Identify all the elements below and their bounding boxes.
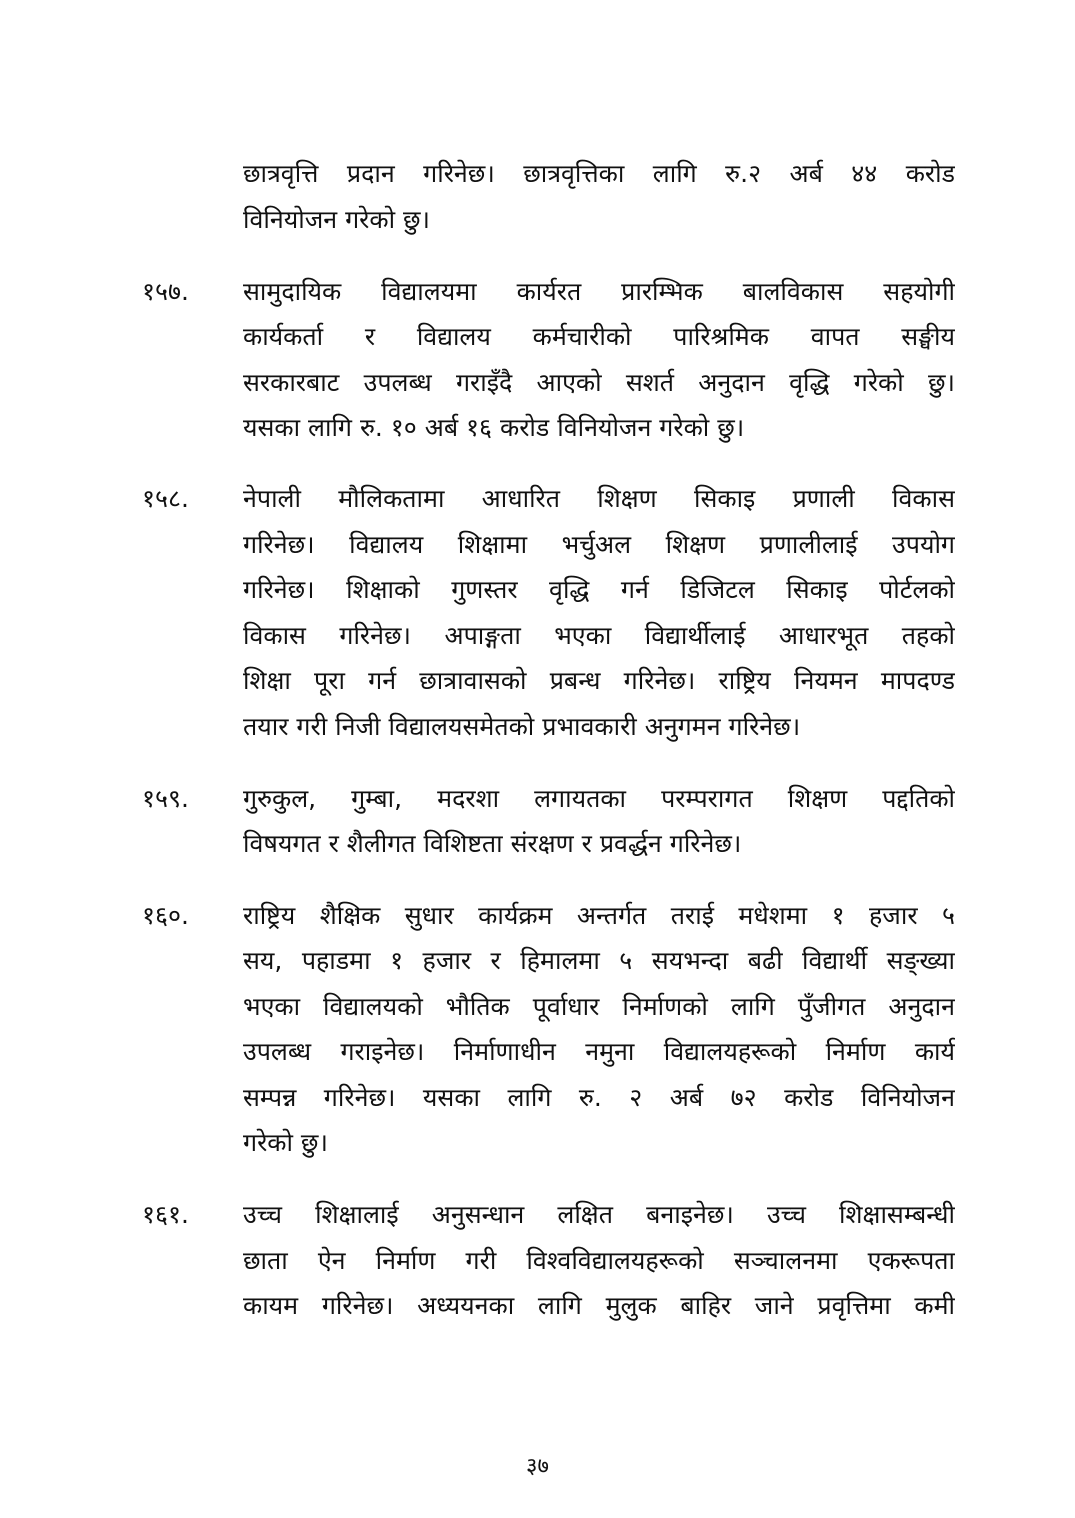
paragraph-line: कायम गरिनेछ। अध्ययनका लागि मुलुक बाहिर जाने प्रवृत्तिमा कमी xyxy=(243,1291,955,1320)
paragraph-line: सम्पन्न गरिनेछ। यसका लागि रु. २ अर्ब ७२ करोड विनियोजन xyxy=(243,1083,955,1112)
paragraph-line: सामुदायिक विद्यालयमा कार्यरत प्रारम्भिक बालविकास सहयोगी xyxy=(243,277,955,306)
paragraph-line: गरेको छु। xyxy=(243,1128,328,1157)
paragraph-line: तयार गरी निजी विद्यालयसमेतको प्रभावकारी अनुगमन गरिनेछ। xyxy=(243,712,801,741)
paragraph-line: शिक्षा पूरा गर्न छात्रावासको प्रबन्ध गरिनेछ। राष्ट्रिय नियमन मापदण्ड xyxy=(243,666,955,695)
paragraph-line: गुरुकुल, गुम्बा, मदरशा लगायतका परम्परागत शिक्षण पद्दतिको xyxy=(243,784,955,813)
paragraph-line: गरिनेछ। विद्यालय शिक्षामा भर्चुअल शिक्षण प्रणालीलाई उपयोग xyxy=(243,530,955,559)
paragraph-number: १५९. xyxy=(142,784,189,813)
paragraph-line: उपलब्ध गराइनेछ। निर्माणाधीन नमुना विद्यालयहरूको निर्माण कार्य xyxy=(243,1037,955,1066)
continuation-line: विनियोजन गरेको छु। xyxy=(243,205,430,234)
paragraph-number: १५७. xyxy=(142,277,189,306)
paragraph-number: १५८. xyxy=(142,484,189,513)
page-number: ३७ xyxy=(526,1454,549,1479)
paragraph-line: सरकारबाट उपलब्ध गराइँदै आएको सशर्त अनुदान वृद्धि गरेको छु। xyxy=(243,368,955,397)
paragraph-line: गरिनेछ। शिक्षाको गुणस्तर वृद्धि गर्न डिजिटल सिकाइ पोर्टलको xyxy=(243,575,955,604)
paragraph-line: विकास गरिनेछ। अपाङ्गता भएका विद्यार्थीलाई आधारभूत तहको xyxy=(243,621,955,650)
paragraph-line: छाता ऐन निर्माण गरी विश्वविद्यालयहरूको सञ्चालनमा एकरूपता xyxy=(243,1246,955,1275)
continuation-line: छात्रवृत्ति प्रदान गरिनेछ। छात्रवृत्तिका लागि रु.२ अर्ब ४४ करोड xyxy=(243,159,955,188)
paragraph-line: राष्ट्रिय शैक्षिक सुधार कार्यक्रम अन्तर्गत तराई मधेशमा १ हजार ५ xyxy=(243,901,955,930)
paragraph-line: सय, पहाडमा १ हजार र हिमालमा ५ सयभन्दा बढी विद्यार्थी सङ्ख्या xyxy=(243,946,955,975)
paragraph-line: नेपाली मौलिकतामा आधारित शिक्षण सिकाइ प्रणाली विकास xyxy=(243,484,955,513)
paragraph-number: १६१. xyxy=(142,1200,189,1229)
paragraph-line: उच्च शिक्षालाई अनुसन्धान लक्षित बनाइनेछ। उच्च शिक्षासम्बन्धी xyxy=(243,1200,955,1229)
paragraph-number: १६०. xyxy=(142,901,189,930)
paragraph-line: कार्यकर्ता र विद्यालय कर्मचारीको पारिश्रमिक वापत सङ्घीय xyxy=(243,322,955,351)
paragraph-line: विषयगत र शैलीगत विशिष्टता संरक्षण र प्रवर्द्धन गरिनेछ। xyxy=(243,829,742,858)
paragraph-line: भएका विद्यालयको भौतिक पूर्वाधार निर्माणको लागि पुँजीगत अनुदान xyxy=(243,992,955,1021)
paragraph-line: यसका लागि रु. १० अर्ब १६ करोड विनियोजन गरेको छु। xyxy=(243,413,745,442)
